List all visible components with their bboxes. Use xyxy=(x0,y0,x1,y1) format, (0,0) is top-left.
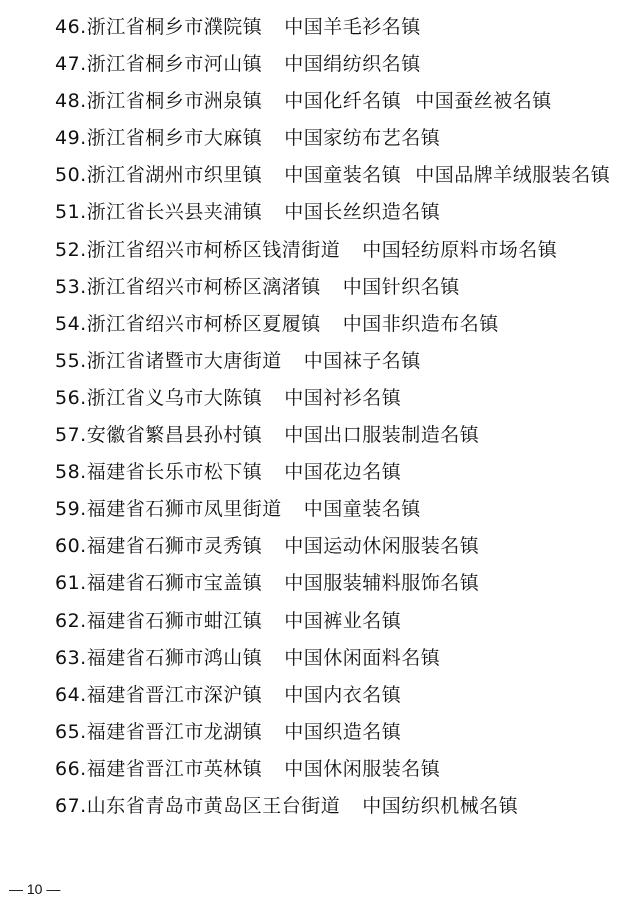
list-item xyxy=(55,565,620,602)
item-location: 安徽省繁昌县孙村镇 xyxy=(86,424,263,447)
item-number: 61. xyxy=(55,572,87,595)
item-number: 60. xyxy=(55,535,87,558)
list-item xyxy=(55,269,620,306)
item-number: 51. xyxy=(55,201,87,224)
list-item xyxy=(55,417,620,454)
item-location: 浙江省桐乡市洲泉镇 xyxy=(86,90,263,113)
item-title: 中国织造名镇 xyxy=(284,720,402,743)
item-location: 福建省长乐市松下镇 xyxy=(86,461,263,484)
item-number: 62. xyxy=(55,609,87,632)
item-title: 中国轻纺原料市场名镇 xyxy=(362,238,558,261)
list-item xyxy=(55,714,620,751)
list-item xyxy=(55,640,620,677)
list-item xyxy=(55,120,620,157)
item-number: 58. xyxy=(55,461,87,484)
item-title: 中国蚕丝被名镇 xyxy=(415,90,552,113)
item-location: 浙江省长兴县夹浦镇 xyxy=(86,201,263,224)
list-item xyxy=(55,454,620,491)
item-location: 福建省石狮市蚶江镇 xyxy=(86,609,263,632)
list-item xyxy=(55,491,620,528)
town-list xyxy=(55,9,620,825)
item-number: 49. xyxy=(55,127,87,150)
item-location: 浙江省桐乡市濮院镇 xyxy=(86,16,263,38)
item-title: 中国内衣名镇 xyxy=(284,683,402,706)
item-title: 中国服装辅料服饰名镇 xyxy=(284,572,480,595)
item-location: 山东省青岛市黄岛区王台街道 xyxy=(86,794,341,817)
item-number: 55. xyxy=(55,349,87,372)
list-item xyxy=(55,83,620,120)
item-location: 浙江省义乌市大陈镇 xyxy=(86,386,263,409)
list-item xyxy=(55,9,620,46)
item-title: 中国家纺布艺名镇 xyxy=(284,127,441,150)
item-location: 浙江省诸暨市大唐街道 xyxy=(86,349,282,372)
item-number: 52. xyxy=(55,238,87,261)
item-title: 中国休闲面料名镇 xyxy=(284,646,441,669)
item-title: 中国花边名镇 xyxy=(284,461,402,484)
item-number: 50. xyxy=(55,164,87,187)
list-item xyxy=(55,232,620,269)
item-title: 中国针织名镇 xyxy=(342,275,460,298)
page-number: — 10 — xyxy=(9,881,61,897)
list-item xyxy=(55,157,620,194)
item-number: 48. xyxy=(55,90,87,113)
item-number: 53. xyxy=(55,275,87,298)
item-number: 47. xyxy=(55,53,87,76)
item-title: 中国衬衫名镇 xyxy=(284,386,402,409)
item-title: 中国纺织机械名镇 xyxy=(362,794,519,817)
list-item xyxy=(55,380,620,417)
item-location: 浙江省绍兴市柯桥区漓渚镇 xyxy=(86,275,321,298)
item-number: 63. xyxy=(55,646,87,669)
item-title: 中国品牌羊绒服装名镇 xyxy=(415,164,611,187)
item-location: 福建省石狮市宝盖镇 xyxy=(86,572,263,595)
item-location: 福建省晋江市英林镇 xyxy=(86,757,263,780)
list-item xyxy=(55,343,620,380)
item-number: 67. xyxy=(55,794,87,817)
item-title: 中国袜子名镇 xyxy=(303,349,421,372)
item-location: 浙江省绍兴市柯桥区钱清街道 xyxy=(86,238,341,261)
item-title: 中国绢纺织名镇 xyxy=(284,53,421,76)
item-title: 中国非织造布名镇 xyxy=(342,312,499,335)
list-item xyxy=(55,528,620,565)
item-title: 中国裤业名镇 xyxy=(284,609,402,632)
item-title: 中国休闲服装名镇 xyxy=(284,757,441,780)
item-location: 浙江省湖州市织里镇 xyxy=(86,164,263,187)
item-number: 56. xyxy=(55,386,87,409)
item-number: 46. xyxy=(55,16,87,38)
item-location: 福建省石狮市凤里街道 xyxy=(86,498,282,521)
item-location: 福建省石狮市鸿山镇 xyxy=(86,646,263,669)
item-location: 浙江省绍兴市柯桥区夏履镇 xyxy=(86,312,321,335)
item-number: 66. xyxy=(55,757,87,780)
item-number: 54. xyxy=(55,312,87,335)
item-title: 中国长丝织造名镇 xyxy=(284,201,441,224)
list-item xyxy=(55,194,620,231)
item-location: 浙江省桐乡市河山镇 xyxy=(86,53,263,76)
list-item xyxy=(55,677,620,714)
item-location: 浙江省桐乡市大麻镇 xyxy=(86,127,263,150)
list-item xyxy=(55,603,620,640)
item-number: 64. xyxy=(55,683,87,706)
item-title: 中国运动休闲服装名镇 xyxy=(284,535,480,558)
item-title: 中国出口服装制造名镇 xyxy=(284,424,480,447)
list-item xyxy=(55,306,620,343)
item-title: 中国童装名镇 xyxy=(284,164,402,187)
list-item xyxy=(55,46,620,83)
list-item xyxy=(55,788,620,825)
item-number: 59. xyxy=(55,498,87,521)
item-location: 福建省石狮市灵秀镇 xyxy=(86,535,263,558)
item-title: 中国童装名镇 xyxy=(303,498,421,521)
item-number: 65. xyxy=(55,720,87,743)
item-location: 福建省晋江市龙湖镇 xyxy=(86,720,263,743)
item-title: 中国化纤名镇 xyxy=(284,90,402,113)
item-number: 57. xyxy=(55,424,87,447)
item-location: 福建省晋江市深沪镇 xyxy=(86,683,263,706)
item-title: 中国羊毛衫名镇 xyxy=(284,16,421,38)
list-item xyxy=(55,751,620,788)
